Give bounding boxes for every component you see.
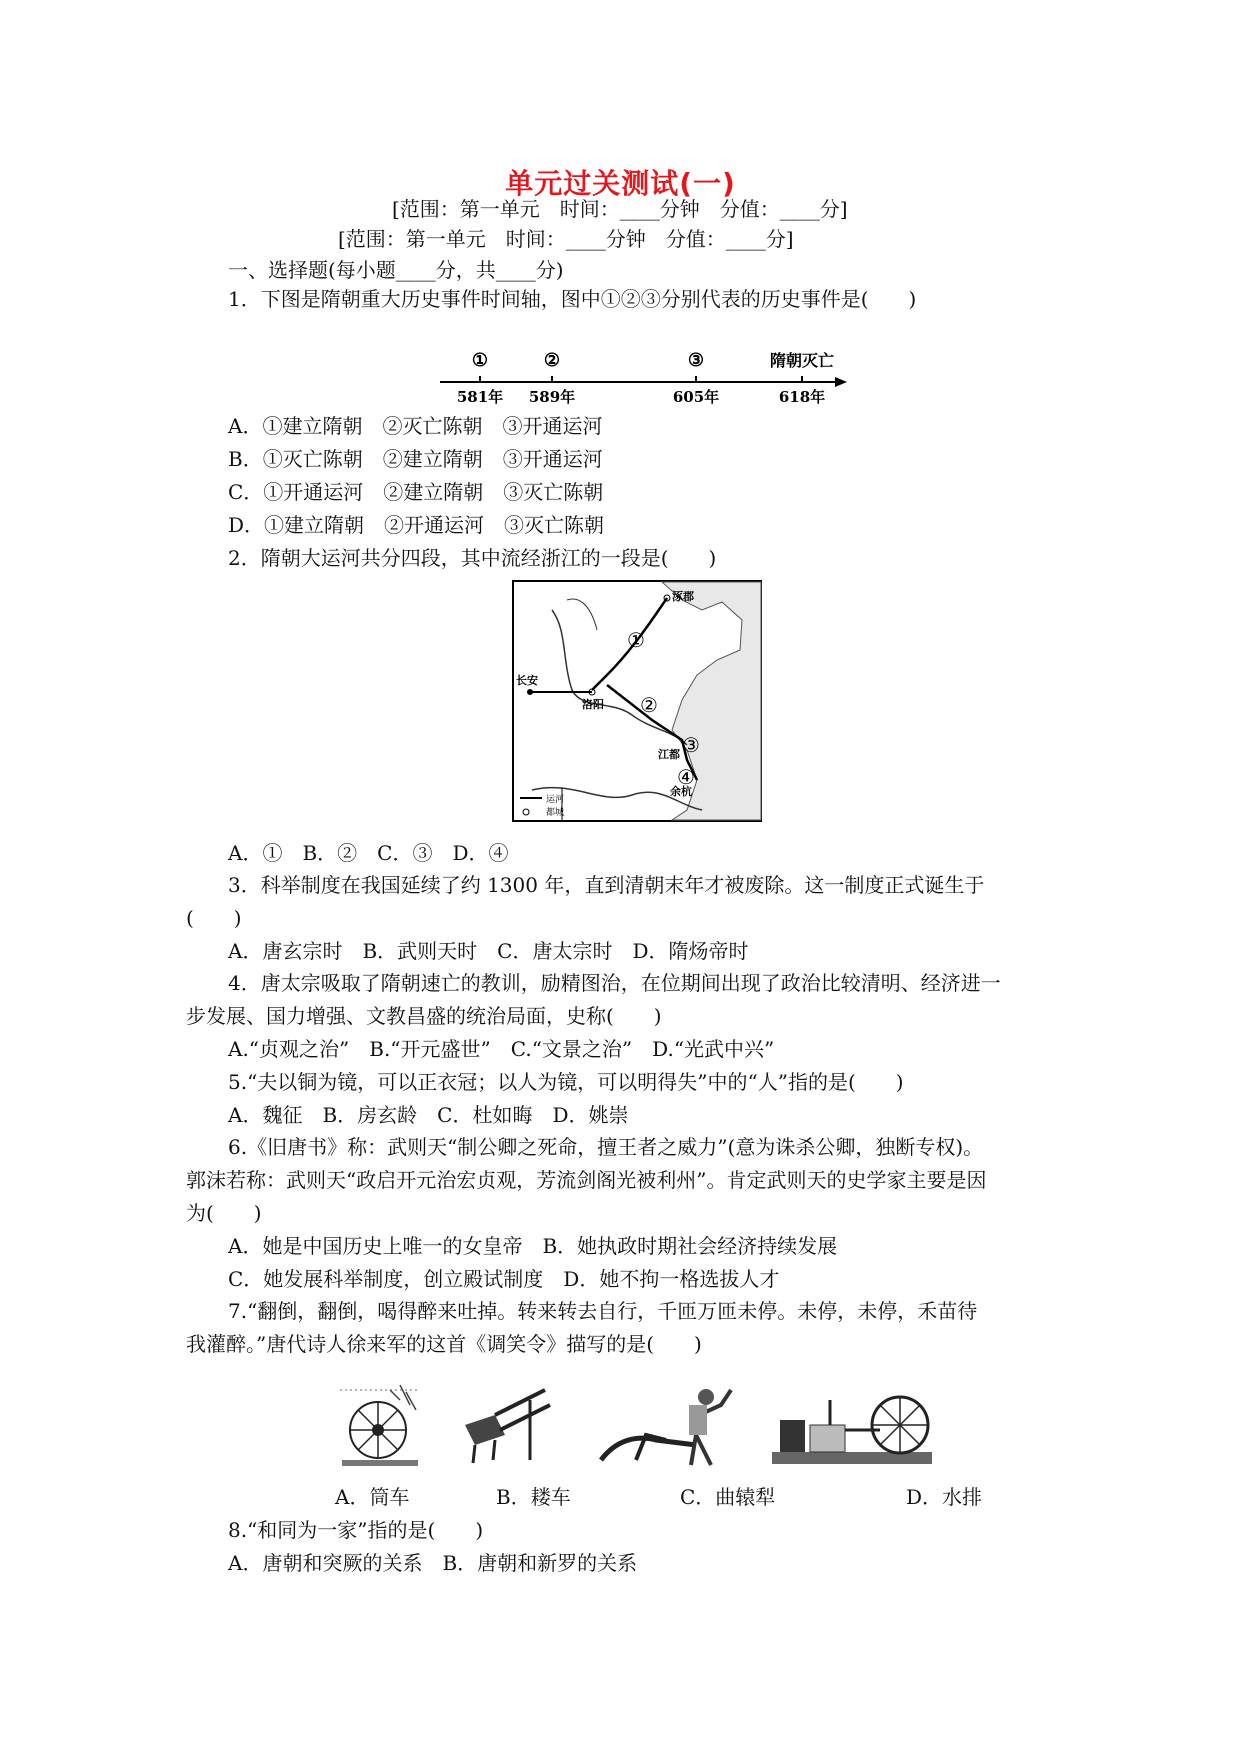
question-8-stem: 8.“和同为一家”指的是( ) (228, 1518, 484, 1542)
waterwheel-illustration (340, 1380, 420, 1470)
capital-marker (527, 689, 533, 695)
question-8-options: A．唐朝和突厥的关系 B．唐朝和新罗的关系 (228, 1551, 638, 1575)
timeline-marker: ① (471, 350, 489, 371)
map-circled-number: ② (640, 693, 658, 717)
question-7-caption-a: A．筒车 (335, 1485, 410, 1509)
question-4-stem: 4．唐太宗吸取了隋朝速亡的教训，励精图治，在位期间出现了政治比较清明、经济进一 (228, 971, 1001, 995)
question-3-stem: ( ) (186, 906, 242, 930)
map-circled-number: ④ (677, 765, 695, 789)
map-label-changan: 长安 (516, 674, 538, 687)
question-5-stem: 5.“夫以铜为镜，可以正衣冠；以人为镜，可以明得失”中的“人”指的是( ) (228, 1070, 904, 1094)
map-legend-city: 都城 (546, 808, 565, 818)
map-label-zhuojun: 涿郡 (672, 590, 694, 603)
timeline-year: 589年 (528, 388, 576, 406)
question-3-stem: 3．科举制度在我国延续了约 1300 年，直到清朝末年才被废除。这一制度正式诞生于 (228, 873, 985, 897)
timeline-year: 605年 (672, 388, 720, 406)
question-1-option-c: C．①开通运河 ②建立隋朝 ③灭亡陈朝 (228, 480, 604, 504)
timeline-figure (435, 346, 850, 406)
grand-canal-map (512, 580, 762, 822)
curved-plow-illustration (596, 1385, 741, 1470)
question-6-stem: 6.《旧唐书》称：武则天“制公卿之死命，擅王者之威力”(意为诛杀公卿，独断专权)。 (228, 1135, 984, 1159)
question-7-caption-d: D．水排 (906, 1485, 983, 1509)
question-6-stem: 郭沫若称：武则天“政启开元治宏贞观，芳流剑阁光被利州”。肯定武则天的史学家主要是因 (186, 1168, 987, 1192)
question-7-caption-b: B．耧车 (496, 1485, 571, 1509)
question-6-options: A．她是中国历史上唯一的女皇帝 B．她执政时期社会经济持续发展 (228, 1234, 838, 1258)
map-label-jiangdu: 江都 (658, 748, 680, 761)
question-6-options: C．她发展科举制度，创立殿试制度 D．她不拘一格选拔人才 (228, 1267, 780, 1291)
question-6-stem: 为( ) (186, 1201, 262, 1225)
section-heading: 一、选择题(每小题____分，共____分) (228, 258, 564, 282)
map-label-luoyang: 洛阳 (582, 698, 604, 711)
question-5-options: A．魏征 B．房玄龄 C．杜如晦 D．姚崇 (228, 1103, 629, 1127)
question-1-stem: 1．下图是隋朝重大历史事件时间轴，图中①②③分别代表的历史事件是( ) (228, 287, 917, 311)
map-circled-number: ③ (682, 733, 700, 757)
question-4-options: A.“贞观之治” B.“开元盛世” C.“文景之治” D.“光武中兴” (228, 1037, 775, 1061)
question-7-stem: 7.“翻倒，翻倒，喝得醉来吐掉。转来转去自行，千匝万匝未停。未停，未停，禾苗待 (228, 1299, 978, 1323)
map-circled-number: ① (627, 628, 645, 652)
map-label-yuhang: 余杭 (670, 785, 692, 798)
question-1-option-b: B．①灭亡陈朝 ②建立隋朝 ③开通运河 (228, 447, 603, 471)
question-1-option-d: D．①建立隋朝 ②开通运河 ③灭亡陈朝 (228, 513, 605, 537)
question-7-stem: 我灌醉。”唐代诗人徐来军的这首《调笑令》描写的是( ) (186, 1332, 702, 1356)
timeline-marker: ③ (687, 350, 705, 371)
meta-line: [范围：第一单元 时间：____分钟 分值：____分] (338, 227, 794, 251)
timeline-year: 618年 (778, 388, 826, 406)
question-7-caption-c: C．曲辕犁 (680, 1485, 776, 1509)
seed-drill-illustration (455, 1385, 555, 1465)
question-2-stem: 2．隋朝大运河共分四段，其中流经浙江的一段是( ) (228, 546, 717, 570)
map-legend-canal: 运河 (546, 795, 565, 805)
question-4-stem: 步发展、国力增强、文教昌盛的统治局面，史称( ) (186, 1004, 662, 1028)
question-1-option-a: A．①建立隋朝 ②灭亡陈朝 ③开通运河 (228, 414, 603, 438)
meta-line: [范围：第一单元 时间：____分钟 分值：____分] (392, 197, 848, 221)
question-3-options: A．唐玄宗时 B．武则天时 C．唐太宗时 D．隋炀帝时 (228, 939, 749, 963)
timeline-marker: ② (543, 350, 561, 371)
page-title: 单元过关测试(一) (505, 167, 736, 200)
timeline-year: 581年 (456, 388, 504, 406)
question-2-options: A．① B．② C．③ D．④ (228, 841, 509, 865)
water-bellows-illustration (770, 1390, 935, 1470)
timeline-marker: 隋朝灭亡 (769, 351, 835, 370)
